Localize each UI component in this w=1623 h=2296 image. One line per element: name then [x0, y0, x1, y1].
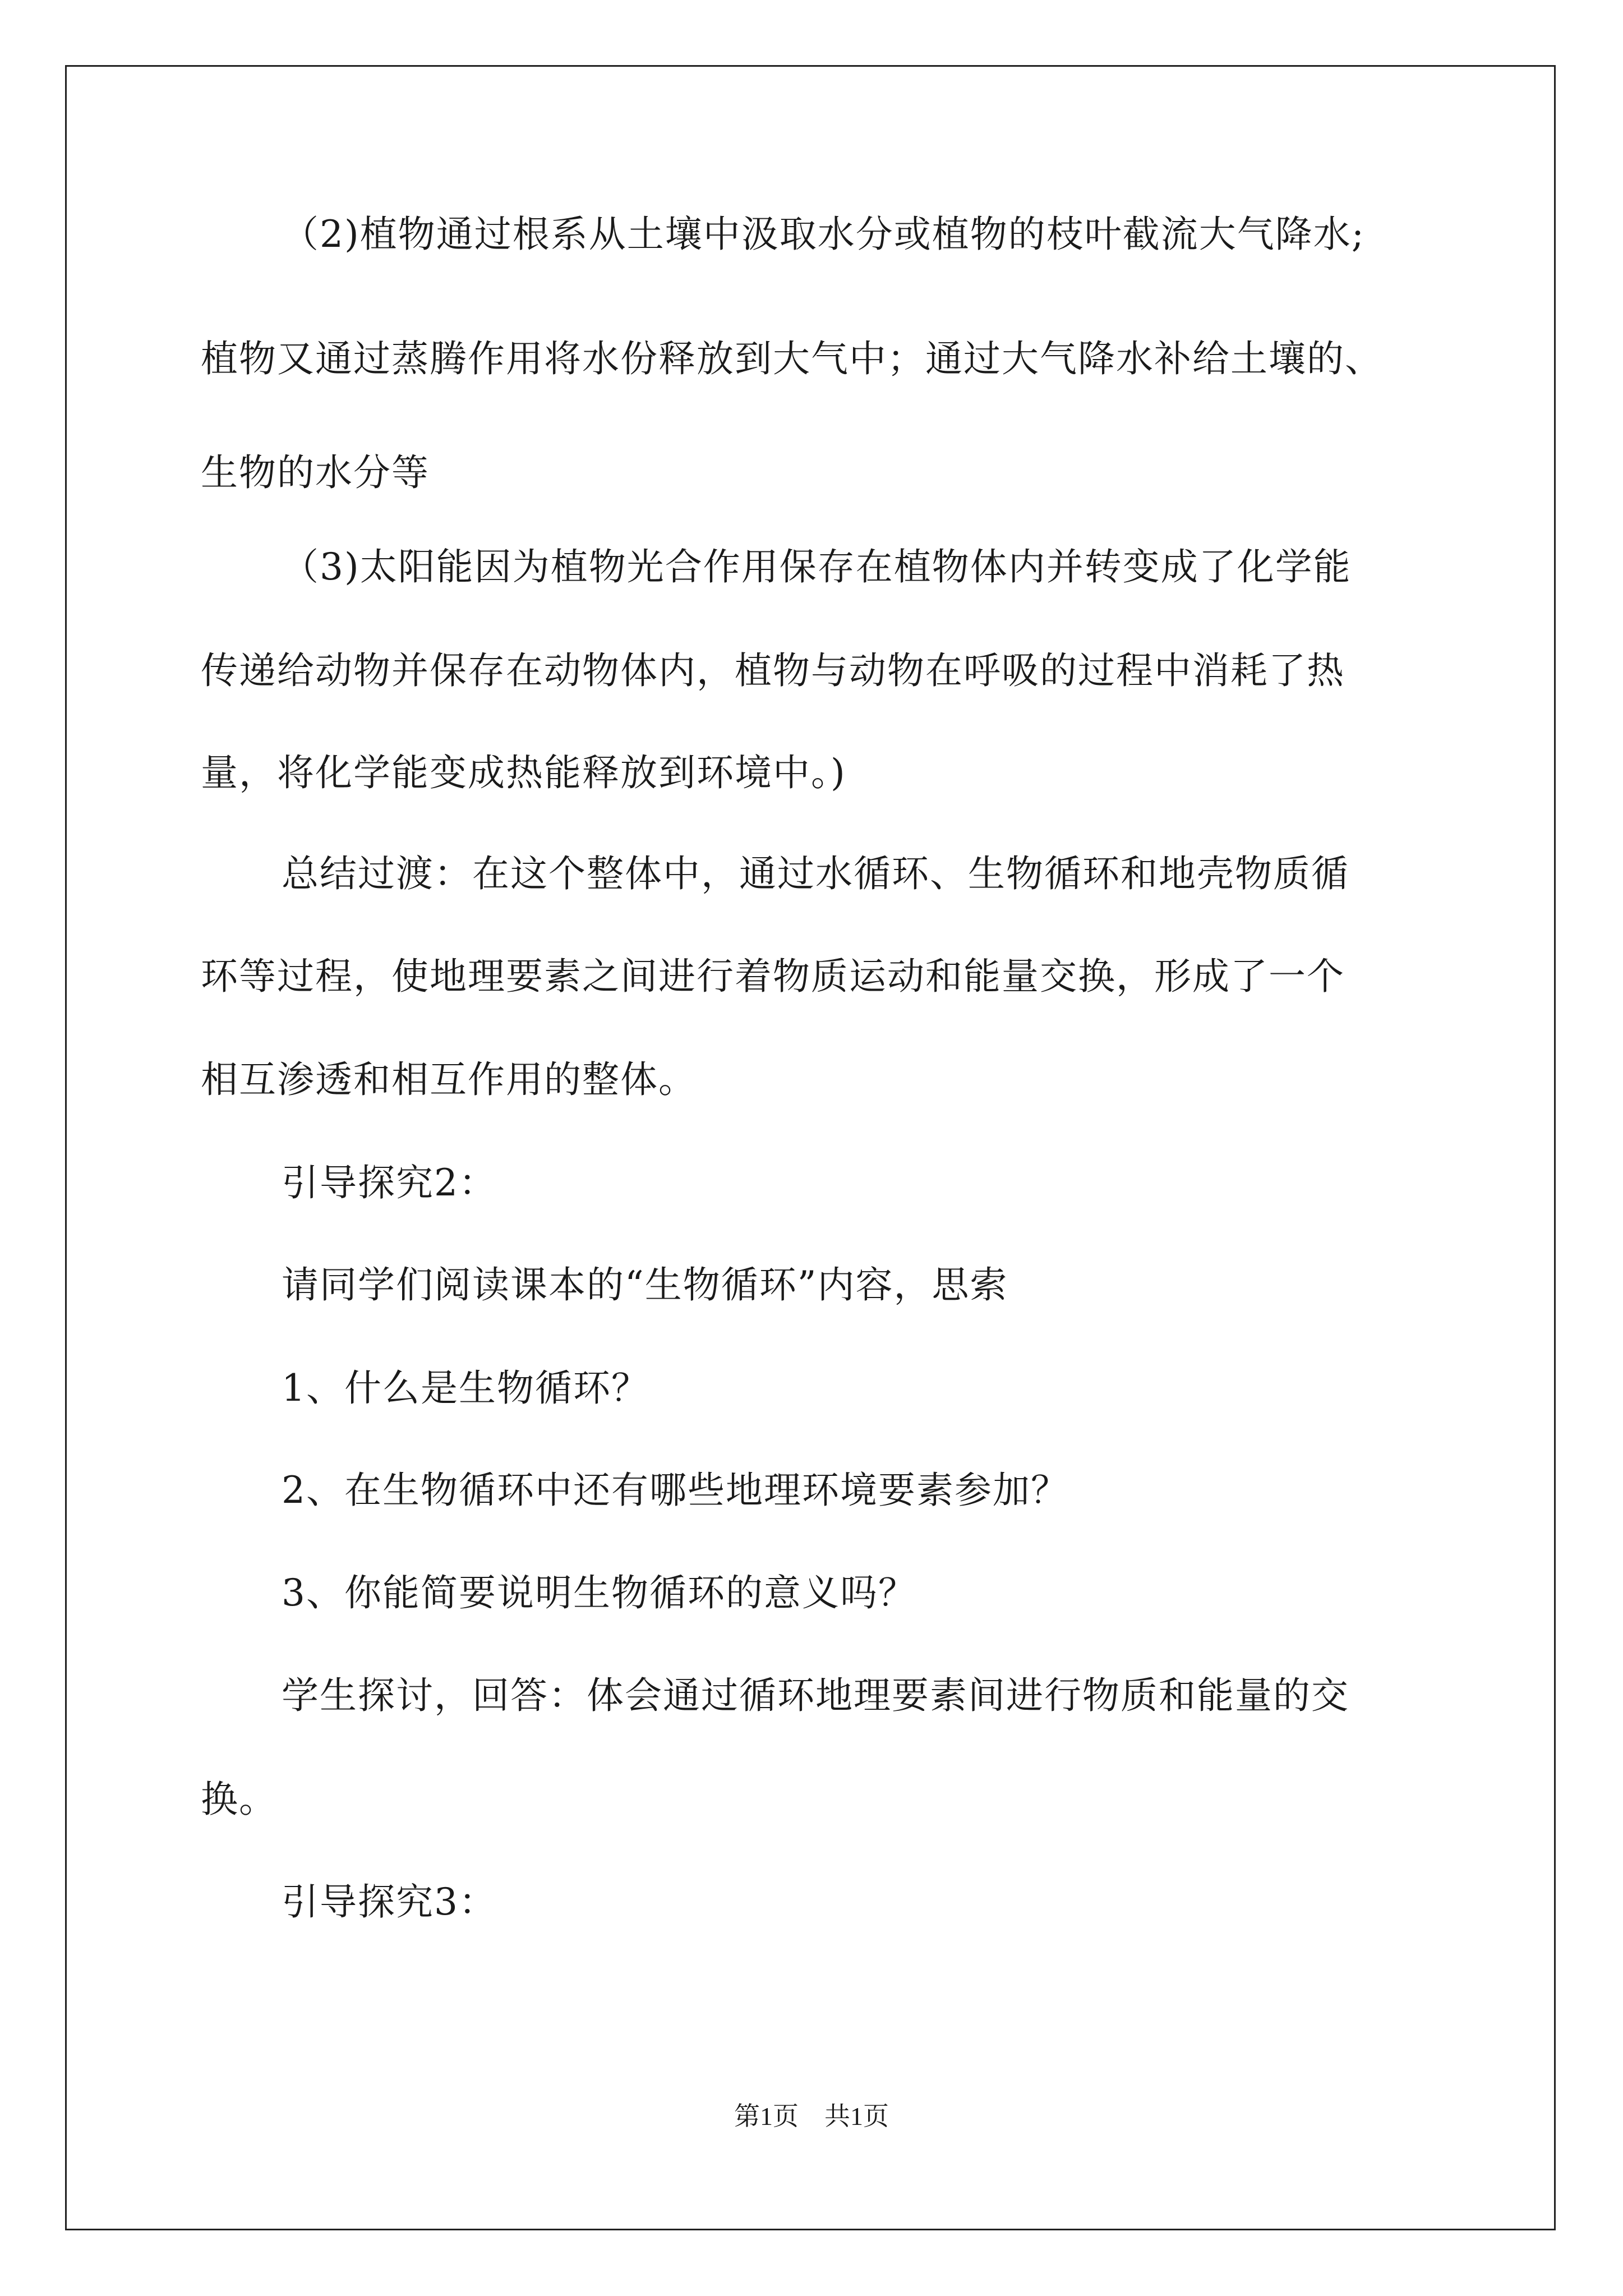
paragraph-line: 2、在生物循环中还有哪些地理环境要素参加？ [282, 1469, 1069, 1512]
paragraph-line: 3、你能简要说明生物循环的意义吗？ [282, 1571, 916, 1614]
paragraph-line: 1、什么是生物循环？ [282, 1366, 649, 1410]
paragraph-line: （2)植物通过根系从土壤中汲取水分或植物的枝叶截流大气降水; [282, 213, 1365, 256]
paragraph-line: 学生探讨，回答：体会通过循环地理要素间进行物质和能量的交 [282, 1674, 1349, 1717]
paragraph-line: 引导探究3： [282, 1880, 497, 1924]
paragraph-line: 换。 [201, 1778, 277, 1821]
paragraph-line: 引导探究2： [282, 1161, 497, 1204]
paragraph-line: 传递给动物并保存在动物体内，植物与动物在呼吸的过程中消耗了热 [201, 649, 1345, 692]
paragraph-line: 相互渗透和相互作用的整体。 [201, 1058, 697, 1101]
paragraph-line: 环等过程，使地理要素之间进行着物质运动和能量交换，形成了一个 [201, 955, 1345, 998]
paragraph-line: 总结过渡：在这个整体中，通过水循环、生物循环和地壳物质循 [282, 852, 1349, 895]
paragraph-line: 生物的水分等 [201, 451, 430, 494]
paragraph-line: 植物又通过蒸腾作用将水份释放到大气中；通过大气降水补给土壤的、 [201, 337, 1383, 380]
paragraph-line: 请同学们阅读课本的“生物循环”内容，思索 [282, 1263, 1008, 1306]
page-footer: 第1页 共1页 [734, 2102, 889, 2131]
paragraph-line: 量，将化学能变成热能释放到环境中。) [201, 751, 846, 794]
paragraph-line: （3)太阳能因为植物光合作用保存在植物体内并转变成了化学能 [282, 545, 1352, 588]
